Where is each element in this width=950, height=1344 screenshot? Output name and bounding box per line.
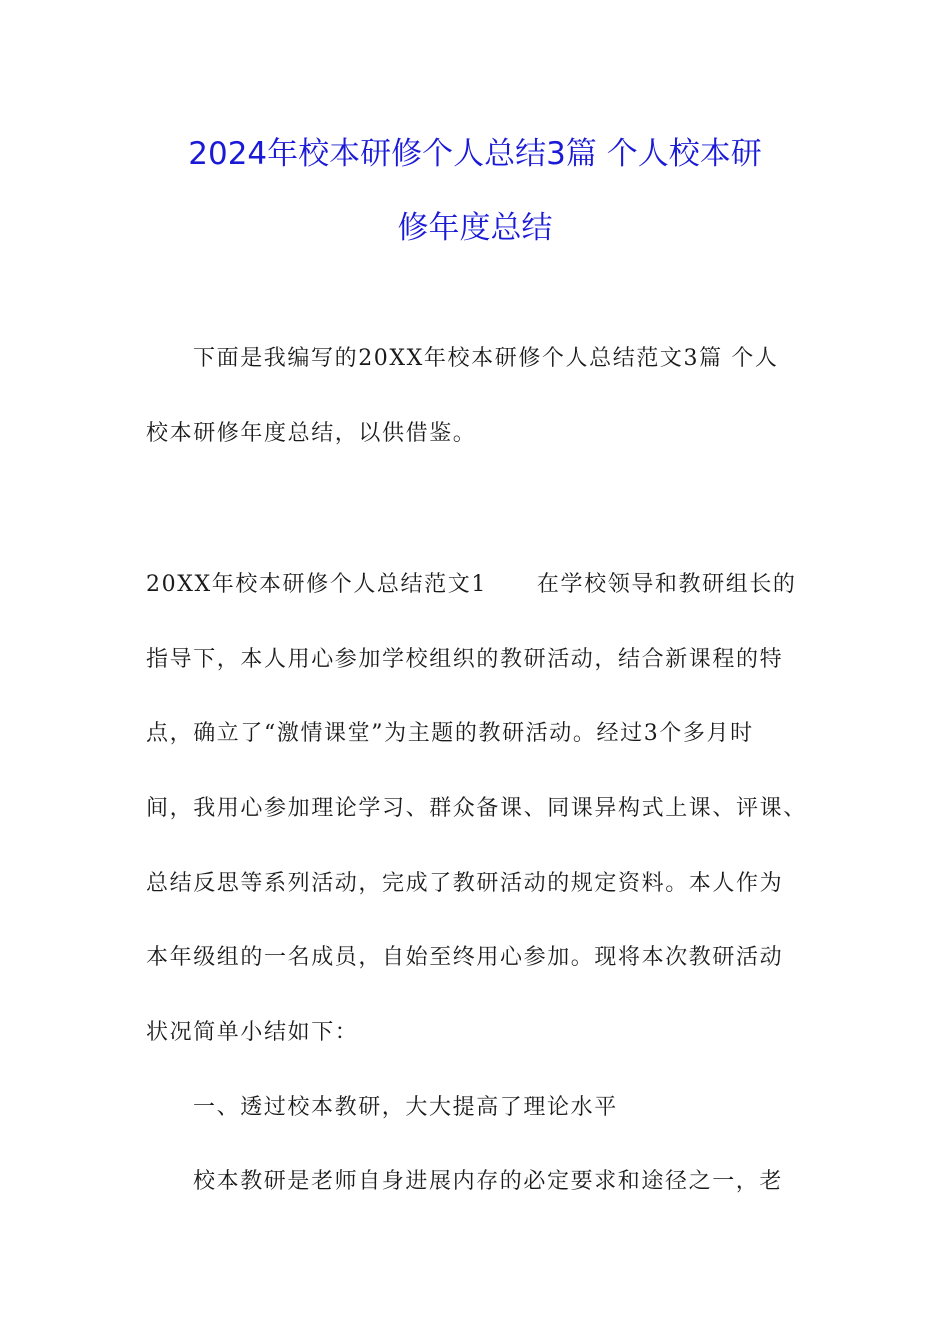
body-line: 状况简单小结如下： (146, 1020, 359, 1045)
section-first-line-text: 在学校领导和教研组长的 (536, 572, 797, 597)
intro-line-2: 校本研修年度总结，以供借鉴。 (146, 421, 477, 446)
intro-line-1: 下面是我编写的20XX年校本研修个人总结范文3篇 个人 (193, 346, 779, 371)
section-heading: 20XX年校本研修个人总结范文1 (146, 572, 487, 597)
section-first-line (146, 570, 797, 600)
subheading: 一、透过校本教研，大大提高了理论水平 (193, 1095, 618, 1120)
body-line: 指导下，本人用心参加学校组织的教研活动，结合新课程的特 (146, 647, 784, 672)
document-title-line-1: 2024年校本研修个人总结3篇 个人校本研 (188, 136, 762, 172)
body-line-last: 校本教研是老师自身进展内存的必定要求和途径之一，老 (193, 1169, 784, 1194)
body-line: 总结反思等系列活动，完成了教研活动的规定资料。本人作为 (146, 871, 784, 896)
body-line: 间，我用心参加理论学习、群众备课、同课异构式上课、评课、 (146, 796, 807, 821)
body-line: 点，确立了“激情课堂”为主题的教研活动。经过3个多月时 (146, 721, 754, 746)
document-title-line-2: 修年度总结 (397, 210, 553, 246)
body-line: 本年级组的一名成员，自始至终用心参加。现将本次教研活动 (146, 945, 784, 970)
